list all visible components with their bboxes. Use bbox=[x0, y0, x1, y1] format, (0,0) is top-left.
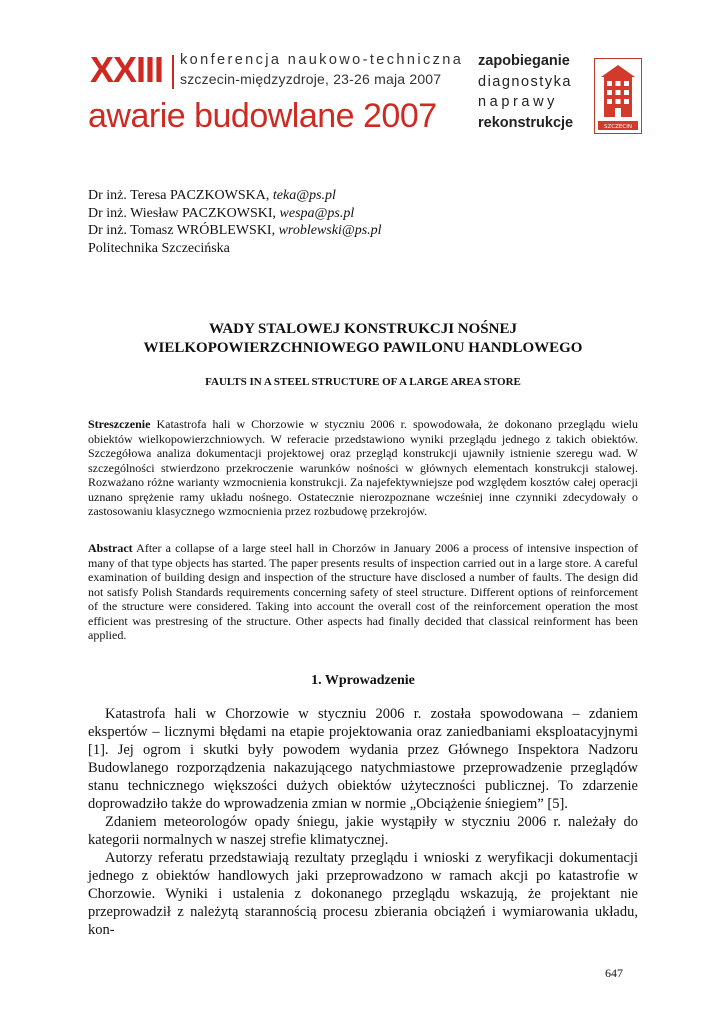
affiliation: Politechnika Szczecińska bbox=[88, 240, 230, 256]
conference-header bbox=[0, 0, 725, 150]
author-line: Dr inż. Tomasz WRÓBLEWSKI, wroblewski@ps.pl bbox=[88, 223, 382, 238]
paragraph: Autorzy referatu przedstawiają rezultaty przeglądu i wnioski z weryfikacji dokumentacji jednego z obiektów handlowych jaki przeprowadzono w ramach akcji po katastrofie w Chorzowie. Wyniki i ustalenia z dokonanego przeglądu wskazują, że projektant nie przeprowadził z należytą starannością procesu zbierania obciążeń i wymiarowania układu, kon- bbox=[88, 850, 638, 938]
authors-block bbox=[88, 187, 382, 257]
author-line: Dr inż. Wiesław PACZKOWSKI, wespa@ps.pl bbox=[88, 205, 355, 221]
section-heading: 1. Wprowadzenie bbox=[311, 673, 415, 688]
conference-place-date: szczecin-międzyzdroje, 23-26 maja 2007 bbox=[180, 71, 442, 87]
keyword-2: diagnostyka bbox=[478, 74, 572, 90]
conference-roman-number: XXIII bbox=[90, 49, 164, 90]
body-text bbox=[88, 705, 638, 939]
abstract-english: Abstract After a collapse of a large steel hall in Chorzów in January 2006 a process of intensive inspection of many of that type objects has started. The paper presents results of inspection carried out in a large store. A careful examination of building design and inspection of the structure have disclosed a number of faults. The design did not satisfy Polish Standards requirements concerning safety of steel structure. Different options of reinforcement of the structure were considered. Taking into account the overall cost of the reinforcement operation the most efficient was prestresing of the structure. Other aspects had finally decided that classical reinforment has been applied. bbox=[88, 541, 638, 642]
abstract-label: Streszczenie bbox=[88, 417, 151, 431]
keyword-1: zapobieganie bbox=[478, 53, 570, 69]
header-divider bbox=[172, 55, 174, 89]
keyword-4: rekonstrukcje bbox=[478, 115, 574, 131]
conference-type: konferencja naukowo-techniczna bbox=[180, 52, 464, 68]
logo-text: SZCZECIN bbox=[604, 124, 632, 130]
keyword-3: naprawy bbox=[478, 94, 559, 110]
paper-title-english: FAULTS IN A STEEL STRUCTURE OF A LARGE AREA STORE bbox=[205, 376, 521, 388]
author-line: Dr inż. Teresa PACZKOWSKA, teka@ps.pl bbox=[88, 188, 336, 203]
author-email[interactable]: wespa@ps.pl bbox=[279, 205, 355, 221]
conference-title: awarie budowlane 2007 bbox=[88, 97, 437, 135]
conference-logo bbox=[594, 58, 642, 134]
abstract-polish: Streszczenie Katastrofa hali w Chorzowie w styczniu 2006 r. spowodowała, że dokonano przeglądu wielu obiektów wielkopowierzchniowych. W referacie przedstawiono wyniki przeglądu jednego z takich obiektów. Szczegółowa analiza dokumentacji projektowej oraz przegląd konstrukcji ujawniły istnienie szeregu wad. W szczególności stwierdzono przekroczenie warunków nośności w głównych elementach konstrukcji stalowej. Rozważano różne warianty wzmocnienia konstrukcji. Za najefektywniejsze pod względem kosztów całej operacji uznano sprężenie ramy układu nośnego. Ostatecznie nierozpoznane wcześniej inne czynniki zdecydowały o zastosowaniu klasycznego wzmocnienia przez rozbudowę przekrojów. bbox=[88, 417, 638, 518]
abstract-label: Abstract bbox=[88, 541, 133, 555]
paragraph: Katastrofa hali w Chorzowie w styczniu 2006 r. została spowodowana – zdaniem ekspertów – licznymi błędami na etapie projektowania oraz zaniedbaniami eksploatacyjnymi [1]. Jej ogrom i skutki były powodem wydania przez Głównego Inspektora Nadzoru Budowlanego rozporządzenia nakazującego natychmiastowe przeprowadzenie przeglądów stanu technicznego większości dużych obiektów użyteczności publicznej. To zdarzenie doprowadziło także do wprowadzenia zmian w normie „Obciążenie śniegiem” [5]. bbox=[88, 706, 638, 812]
author-email[interactable]: teka@ps.pl bbox=[272, 188, 336, 203]
building-icon bbox=[595, 59, 641, 133]
paragraph: Zdaniem meteorologów opady śniegu, jakie wystąpiły w styczniu 2006 r. należały do kategorii normalnych w naszej strefie klimatycznej. bbox=[88, 814, 638, 848]
author-email[interactable]: wroblewski@ps.pl bbox=[278, 223, 382, 238]
page-number: 647 bbox=[605, 966, 623, 980]
paper-title-polish: WADY STALOWEJ KONSTRUKCJI NOŚNEJ WIELKOPOWIERZCHNIOWEGO PAWILONU HANDLOWEGO bbox=[143, 321, 583, 356]
